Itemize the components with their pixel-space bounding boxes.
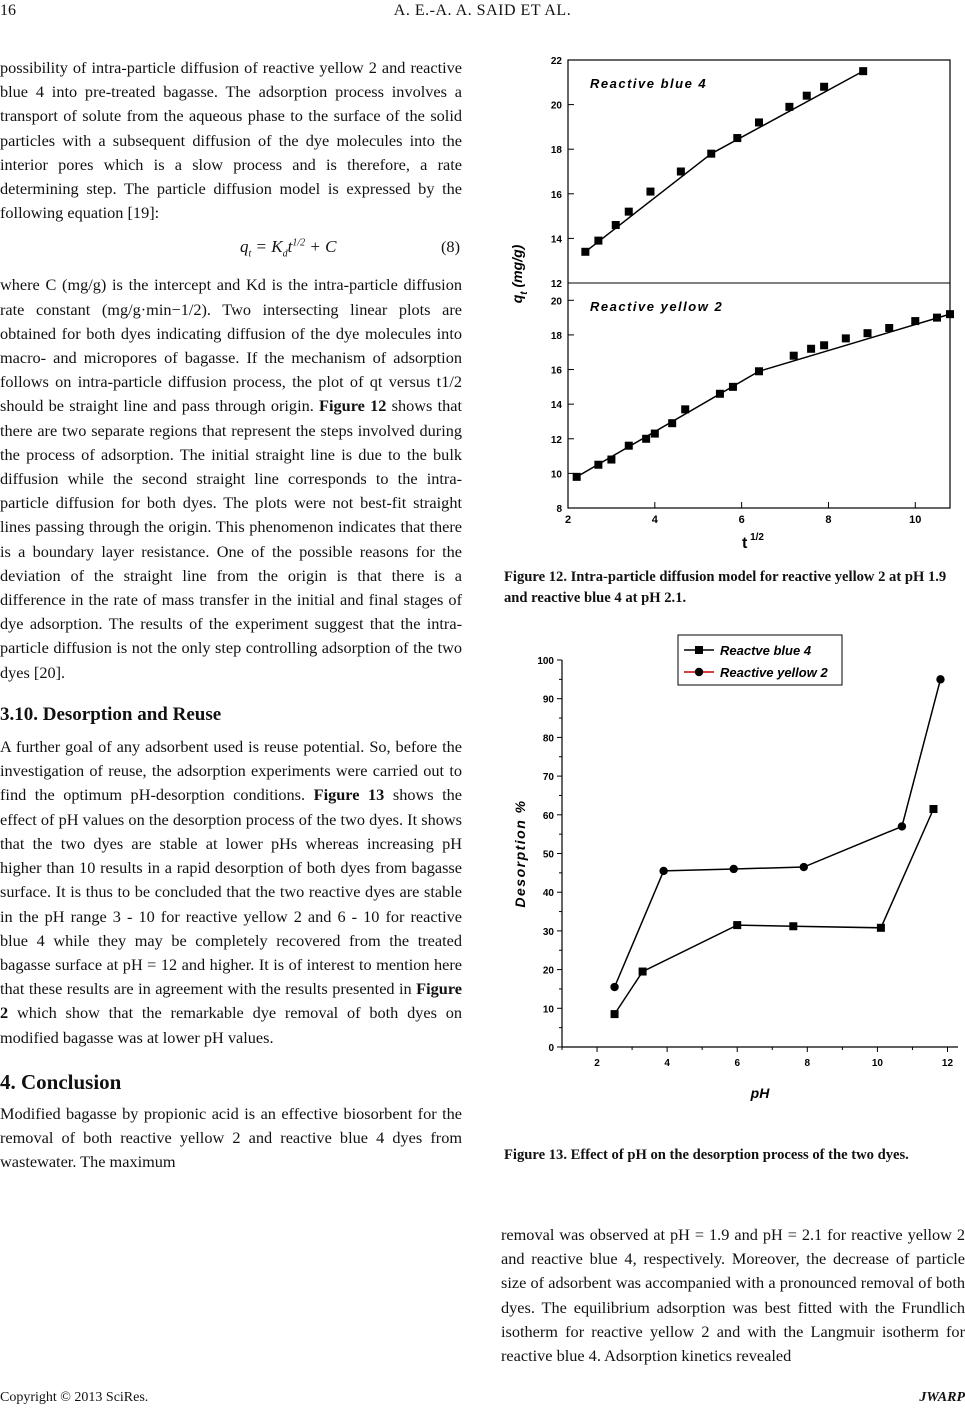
y-tick-label: 60 [542, 810, 554, 822]
data-point-square [755, 118, 763, 126]
figure-13-chart [500, 630, 965, 1110]
copyright-notice: Copyright © 2013 SciRes. [0, 1390, 149, 1405]
page-footer [0, 1390, 965, 1410]
data-point-square [789, 922, 797, 930]
paragraph-intra-particle-discussion: where C (mg/g) is the intercept and Kd is the intra-particle diffusion rate constant (mg/g·min−1/2). Two intersecting linear plots are obtained for both dyes indicating diffusion of the dye molecules into macro- and micropores of bagasse. If the mechanism of adsorption follows on intra-particle diffusion process, the plot of qt versus t1/2 should be straight line and pass through origin. Figure 12 shows that there are two separate regions that represent the steps involved during the process of adsorption. The initial straight line is due to the bulk diffusion while the second straight line corresponds to the intra-particle diffusion for both dyes. The plots were not best-fit straight lines passing through the origin. This phenomenon indicates that there is a boundary layer resistance. One of the possible reasons for the deviation of the straight line from the origin is that there is a difference in the rate of mass transfer in the initial and final stages of dye adsorption. The results of the experiment suggest that the intra-particle diffusion is not the only step controlling adsorption of the two dyes [20]. [0, 275, 462, 682]
y-tick-label: 80 [542, 733, 554, 745]
data-point-square [733, 921, 741, 929]
data-point-square [642, 435, 650, 443]
y-tick-label: 20 [550, 100, 562, 112]
data-point-square [911, 317, 919, 325]
data-point-square [594, 461, 602, 469]
x-tick-label: 4 [651, 514, 658, 526]
data-point-circle [610, 983, 618, 991]
running-head-authors: A. E.-A. A. SAID ET AL. [393, 2, 572, 19]
data-point-square [646, 188, 654, 196]
data-point-square [807, 345, 815, 353]
y-axis-label: $q_t$ (mg/g) [509, 244, 530, 304]
x-tick-label: 8 [825, 514, 832, 526]
equation-formula: $q_t = K_dt^{1/2} + C$ [240, 237, 337, 260]
data-point-square [820, 341, 828, 349]
y-tick-label: 12 [550, 279, 562, 290]
data-point-square [607, 456, 615, 464]
data-point-square [581, 248, 589, 256]
data-point-square [639, 968, 647, 976]
x-tick-label: 8 [804, 1058, 811, 1069]
data-point-square [716, 390, 724, 398]
y-tick-label: 0 [548, 1043, 554, 1054]
y-tick-label: 100 [537, 656, 554, 667]
right-column-text [501, 1223, 965, 1368]
paragraph-conclusion-continued: removal was observed at pH = 1.9 and pH = 2.1 for reactive yellow 2 and reactive blue 4, respectively. Moreover, the decrease of particle size of adsorbent was accompanied with a pronounced removal of both dyes. The equilibrium adsorption was best fitted with the Frundlich isotherm for reactive yellow 2 and with the Langmuir isotherm for reactive blue 4. Adsorption kinetics revealed [501, 1225, 965, 1366]
data-point-square [668, 419, 676, 427]
y-tick-label: 90 [542, 694, 554, 706]
panel-label: Reactive yellow 2 [590, 299, 724, 314]
page-number: 16 [0, 2, 16, 19]
data-point-circle [730, 865, 738, 873]
x-tick-label: 4 [664, 1058, 670, 1069]
data-point-square [933, 314, 941, 322]
y-tick-label: 16 [550, 365, 562, 377]
y-tick-label: 22 [550, 56, 562, 67]
y-tick-label: 20 [542, 965, 554, 977]
series-line [615, 809, 934, 1014]
data-point-square [755, 367, 763, 375]
x-tick-label: 2 [564, 514, 572, 526]
figure-13-reference[interactable]: Figure 13 [313, 785, 385, 805]
data-point-square [594, 237, 602, 245]
left-column [0, 56, 462, 1175]
y-tick-label: 14 [550, 400, 562, 412]
figure-13-caption: Figure 13. Effect of pH on the desorption process of the two dyes. [504, 1147, 909, 1163]
figure-12-chart [500, 50, 965, 560]
y-tick-label: 18 [550, 330, 562, 342]
x-axis-label: t $^{1/2}$ [741, 532, 765, 552]
data-point-square [946, 310, 954, 318]
paragraph-intra-particle-intro: possibility of intra-particle diffusion of reactive yellow 2 and reactive blue 4 into pre-treated bagasse. The adsorption process involves a transport of solute from the aqueous phase to the surface of the solid particles with a subsequent diffusion of the dye molecules into the interior pores which is a slow process and is therefore, a rate determining step. The particle diffusion model is expressed by the following equation [19]: [0, 58, 462, 223]
x-tick-label: 12 [941, 1058, 954, 1069]
y-tick-label: 8 [556, 504, 562, 515]
x-tick-label: 2 [594, 1058, 600, 1069]
x-tick-label: 10 [909, 514, 922, 526]
equation-number: (8) [441, 237, 460, 257]
data-point-square [929, 805, 937, 813]
section-heading-desorption: 3.10. Desorption and Reuse [0, 703, 222, 725]
panel-label: Reactive blue 4 [590, 76, 708, 91]
data-point-square [785, 103, 793, 111]
data-point-square [790, 352, 798, 360]
data-point-square [707, 150, 715, 158]
data-point-square [651, 430, 659, 438]
data-point-square [681, 405, 689, 413]
data-point-square [612, 221, 620, 229]
y-axis-label: Desorption % [512, 799, 528, 908]
journal-abbreviation: JWARP [919, 1390, 965, 1405]
data-point-square [864, 329, 872, 337]
page-header [0, 0, 965, 26]
data-point-square [820, 83, 828, 91]
data-point-square [842, 334, 850, 342]
data-point-square [611, 1010, 619, 1018]
paragraph-conclusion: Modified bagasse by propionic acid is an effective biosorbent for the removal of both reactive yellow 2 and reactive blue 4 dyes from wastewater. The maximum [0, 1103, 462, 1172]
data-point-square [885, 324, 893, 332]
data-point-circle [659, 867, 667, 875]
y-tick-label: 10 [542, 1004, 554, 1016]
data-point-circle [898, 822, 906, 830]
y-tick-label: 14 [550, 234, 562, 246]
y-tick-label: 10 [550, 469, 562, 481]
data-point-square [729, 383, 737, 391]
figure-12-caption: Figure 12. Intra-particle diffusion model for reactive yellow 2 at pH 1.9 and reactive blue 4 at pH 2.1. [504, 569, 947, 606]
y-tick-label: 30 [542, 926, 554, 938]
figure-2-reference[interactable]: Figure 2 [0, 979, 462, 1023]
data-point-square [625, 208, 633, 216]
equation-8 [0, 231, 462, 269]
x-tick-label: 6 [734, 1058, 741, 1069]
data-point-square [677, 168, 685, 176]
legend-label: Reactive yellow 2 [720, 665, 828, 680]
paragraph-desorption: A further goal of any adsorbent used is reuse potential. So, before the investigation of reuse, the adsorption experiments were carried out to find the optimum pH-desorption conditions. Figure 13 shows the effect of pH values on the desorption process of the two dyes. It shows that the two dyes are stable at lower pHs whereas increasing pH higher than 10 results in a rapid desorption of both dyes from bagasse surface. It is thus to be concluded that the two reactive dyes are stable in the pH range 3 - 10 for reactive yellow 2 and 6 - 10 for reactive blue 4 while they may be completely recovered from the treated bagasse surface at pH = 12 and higher. It is of interest to mention here that these results are in agreement with the results presented in Figure 2 which show that the remarkable dye removal of both dyes on modified bagasse was at lower pH values. [0, 737, 463, 1047]
x-tick-label: 6 [738, 514, 745, 526]
y-tick-label: 16 [550, 189, 562, 201]
legend-label: Reactve blue 4 [720, 643, 812, 658]
fit-line [759, 314, 950, 371]
data-point-circle [800, 863, 808, 871]
y-tick-label: 12 [550, 434, 562, 446]
legend-marker-square [695, 646, 703, 654]
data-point-circle [936, 675, 944, 683]
figure-12-reference[interactable]: Figure 12 [319, 396, 387, 416]
y-tick-label: 20 [550, 296, 562, 308]
series-line [615, 679, 941, 987]
y-tick-label: 70 [542, 772, 554, 784]
x-axis-label: pH [750, 1085, 770, 1101]
data-point-square [859, 67, 867, 75]
legend-marker-circle [695, 668, 703, 676]
data-point-square [573, 473, 581, 481]
data-point-square [803, 92, 811, 100]
y-tick-label: 50 [542, 849, 554, 861]
x-tick-label: 10 [871, 1058, 883, 1069]
data-point-square [733, 134, 741, 142]
section-heading-conclusion: 4. Conclusion [0, 1069, 122, 1094]
data-point-square [625, 442, 633, 450]
y-tick-label: 18 [550, 145, 562, 157]
y-tick-label: 40 [542, 888, 554, 900]
data-point-square [877, 924, 885, 932]
fit-line [585, 154, 711, 252]
